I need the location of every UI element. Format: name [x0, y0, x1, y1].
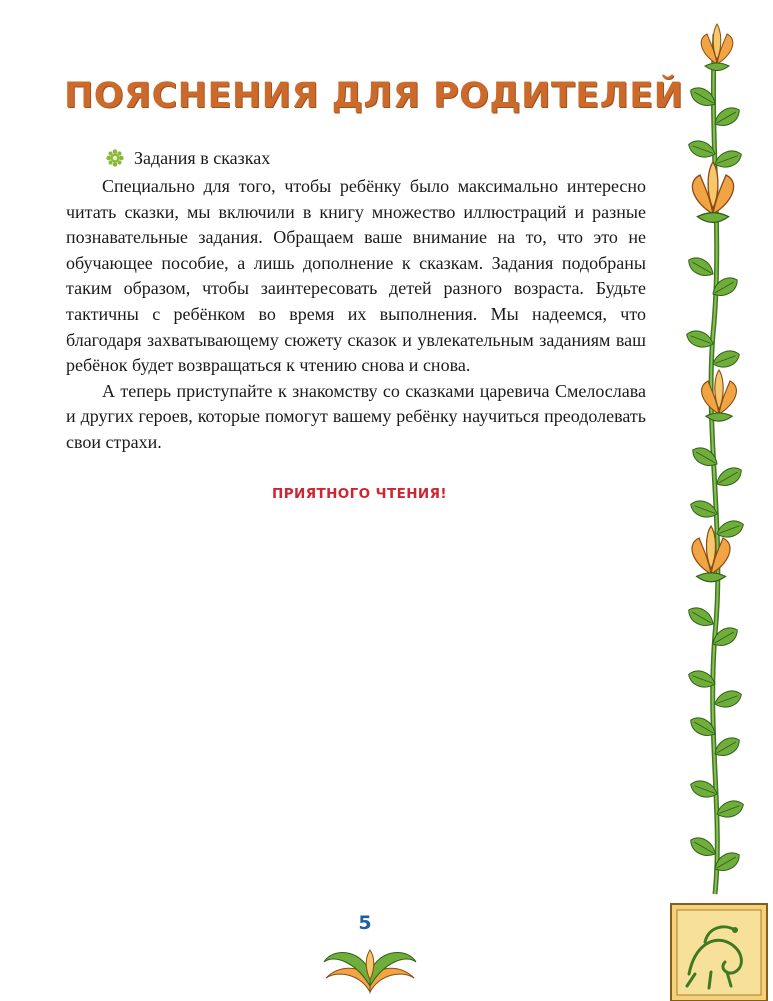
paragraph: Специально для того, чтобы ребёнку было максимально интересно читать сказки, мы включили в книгу множество иллюстраций и разные познавательные задания. Обращаем ваше внимание на то, что это не обучающее пособие, а лишь дополнение к сказкам. Задания подобраны таким образом, чтобы заинтересовать детей разного возраста. Будьте тактичны с ребёнком во время их выполнения. Мы надеемся, что благодаря захватывающему сюжету сказок и увлекательным заданиям ваш ребёнок будет возвращаться к чтению снова и снова. — [66, 176, 646, 376]
closing-phrase: ПРИЯТНОГО ЧТЕНИЯ! — [272, 486, 447, 502]
floral-vine-border — [665, 14, 773, 1001]
page-number: 5 — [358, 912, 372, 934]
dragon-tile — [671, 904, 767, 1001]
section-heading — [106, 146, 270, 170]
section-heading-label: Задания в сказках — [134, 148, 271, 168]
paragraph: А теперь приступайте к знакомству со сказками царевича Смелослава и других героев, которые помогут вашему ребёнку научиться преодолевать свои страхи. — [66, 380, 646, 452]
page-title: ПОЯСНЕНИЯ ДЛЯ РОДИТЕЛЕЙ — [64, 76, 684, 116]
body-text — [66, 174, 646, 456]
flower-bullet-icon — [106, 149, 124, 167]
